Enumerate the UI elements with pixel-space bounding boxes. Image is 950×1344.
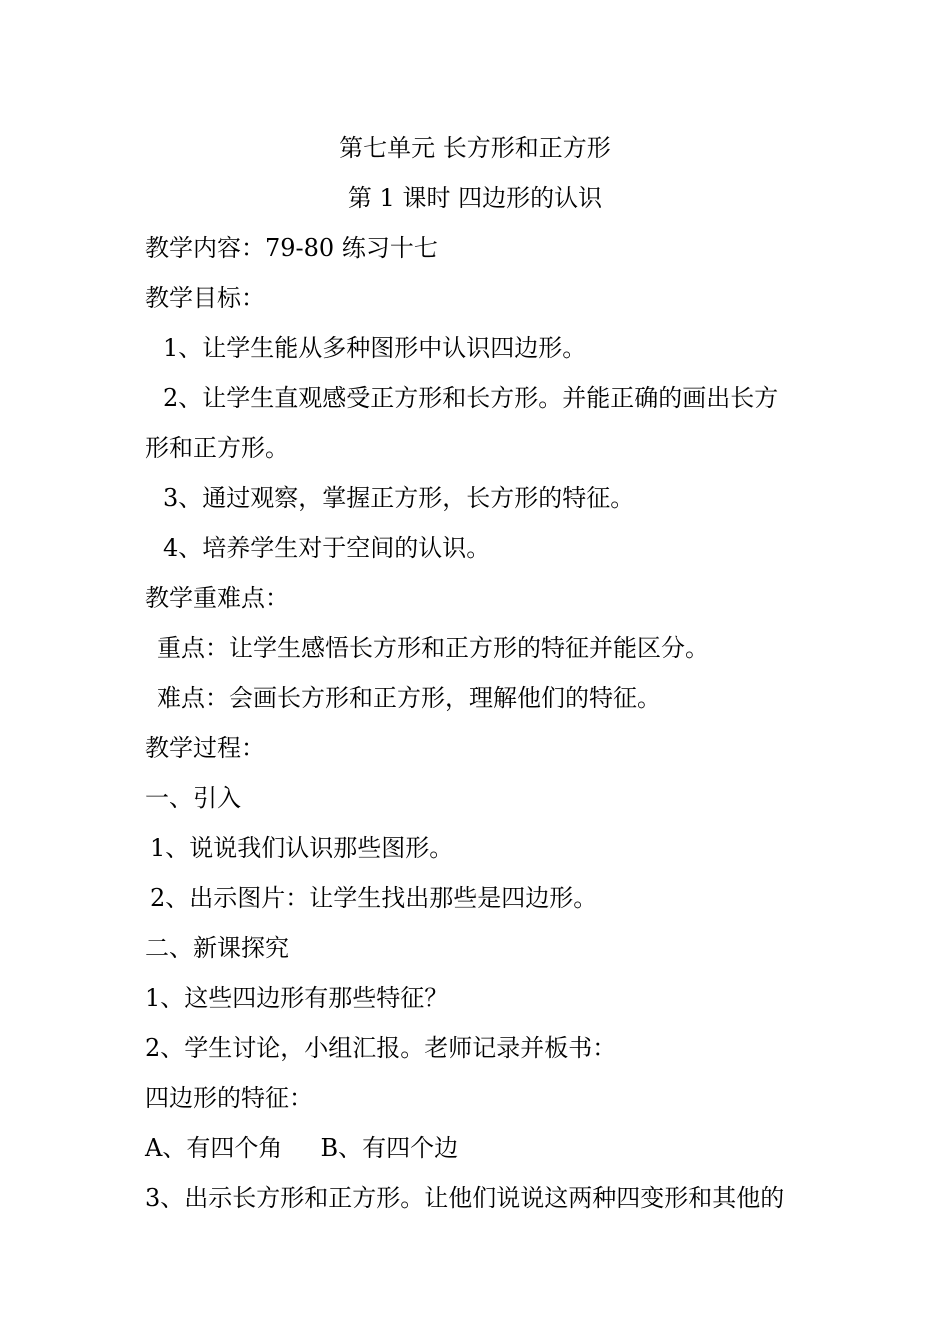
quadrilateral-features-heading: 四边形的特征： [145,1084,313,1112]
goal-item-3: 3、通过观察，掌握正方形，长方形的特征。 [163,484,635,512]
goal-item-2-continued: 形和正方形。 [145,434,289,462]
teaching-goals-heading: 教学目标： [145,284,265,312]
section-introduction-heading: 一、引入 [145,784,241,812]
goal-item-4: 4、培养学生对于空间的认识。 [163,534,491,562]
document-subtitle: 第 1 课时 四边形的认识 [347,184,603,212]
teaching-content-line: 教学内容：79-80 练习十七 [145,234,438,262]
introduction-item-2: 2、出示图片：让学生找出那些是四边形。 [150,884,598,912]
new-lesson-item-1: 1、这些四边形有那些特征？ [145,984,449,1012]
key-point-line: 重点：让学生感悟长方形和正方形的特征并能区分。 [157,634,709,662]
goal-item-2: 2、让学生直观感受正方形和长方形。并能正确的画出长方 [163,384,779,412]
introduction-item-1: 1、说说我们认识那些图形。 [150,834,454,862]
key-difficult-points-heading: 教学重难点： [145,584,289,612]
goal-item-1: 1、让学生能从多种图形中认识四边形。 [163,334,587,362]
document-title: 第七单元 长方形和正方形 [339,134,611,162]
quadrilateral-features-list: A、有四个角 B、有四个边 [145,1134,459,1162]
difficult-point-line: 难点：会画长方形和正方形，理解他们的特征。 [157,684,661,712]
teaching-process-heading: 教学过程： [145,734,265,762]
new-lesson-item-2: 2、学生讨论，小组汇报。老师记录并板书： [145,1034,617,1062]
section-new-lesson-heading: 二、新课探究 [145,934,289,962]
new-lesson-item-3: 3、出示长方形和正方形。让他们说说这两种四变形和其他的 [145,1184,785,1212]
